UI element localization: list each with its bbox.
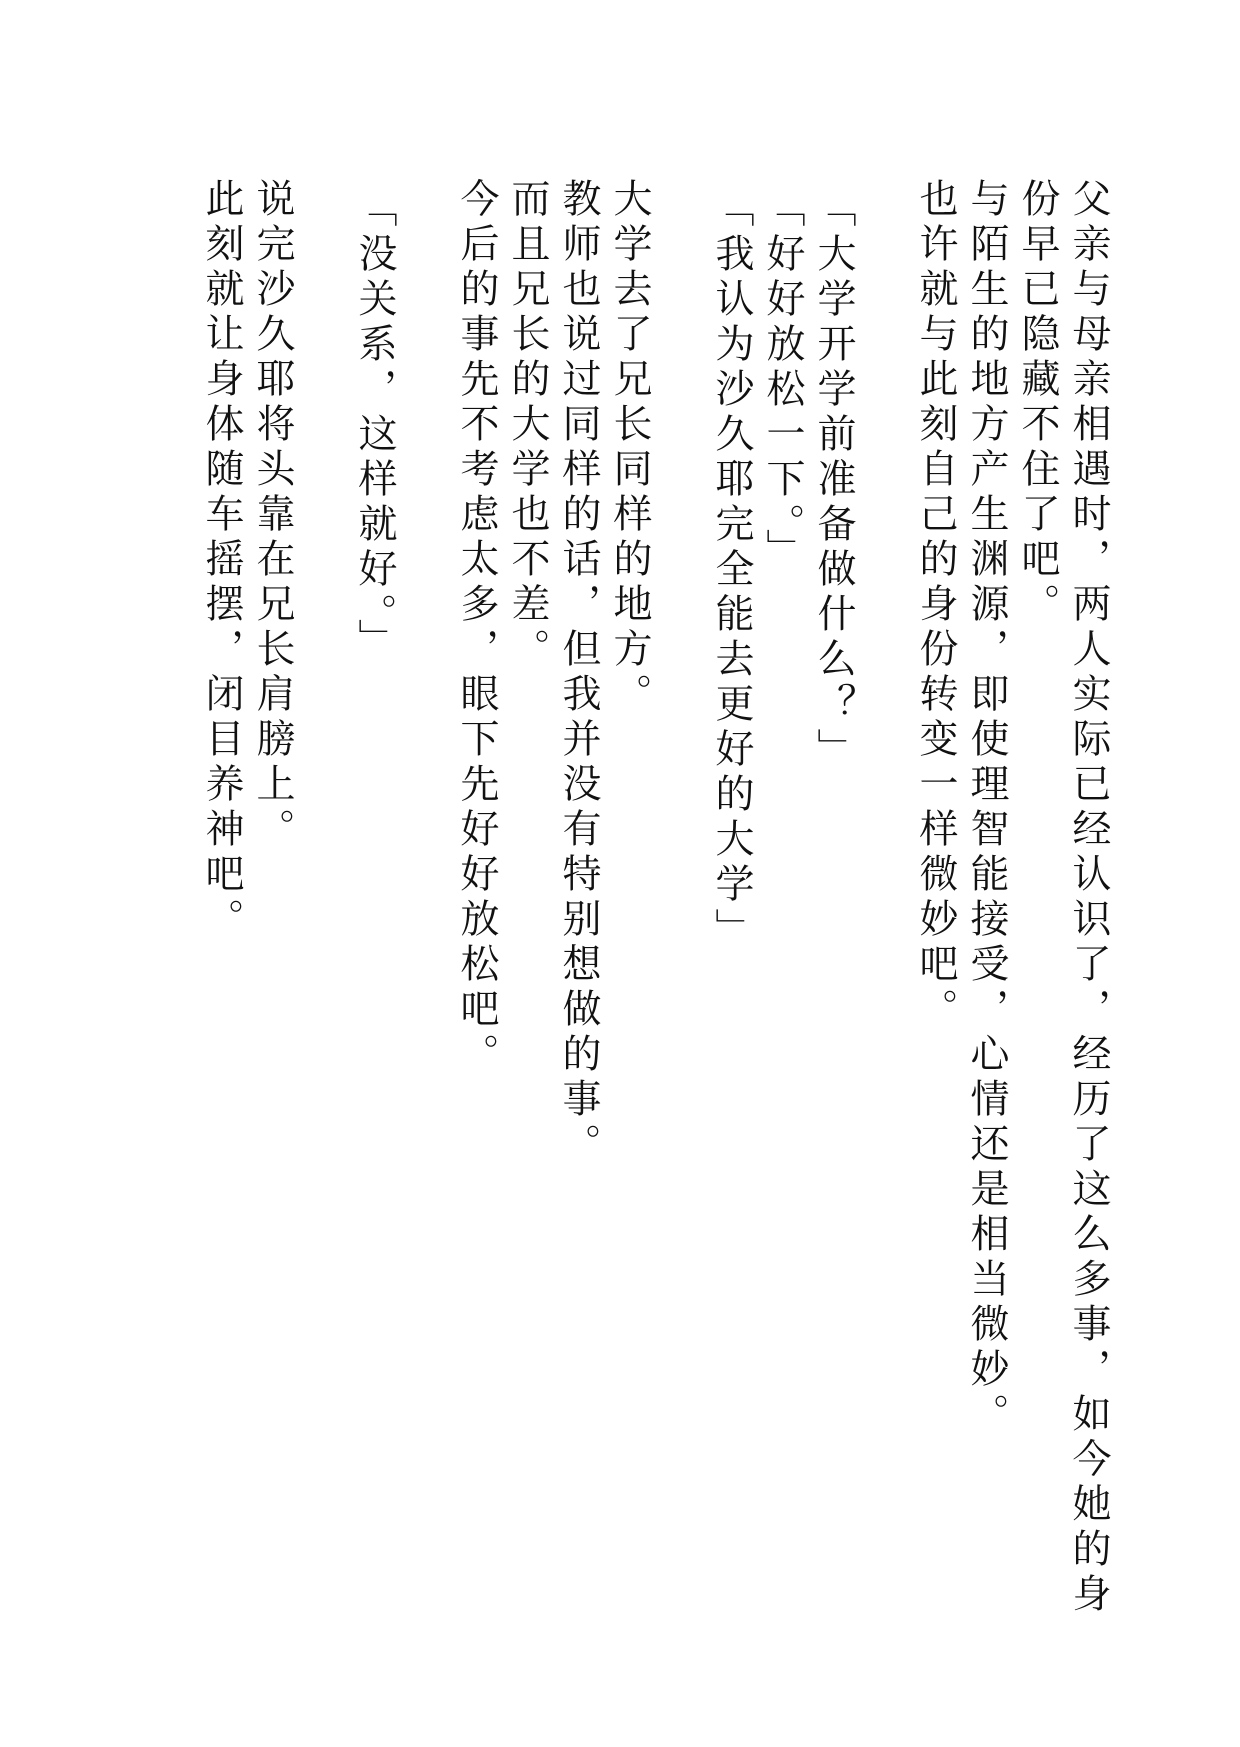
text-line-6: 教师也说过同样的话，但我并没有特别想做的事。	[556, 178, 601, 1168]
text-line-7: 而且兄长的大学也不差。	[505, 178, 550, 673]
text-line-10: 此刻就让身体随车摇摆，闭目养神吧。	[199, 178, 244, 943]
text-line-2: 份早已隐藏不住了吧。	[1015, 178, 1060, 628]
text-line-4: 也许就与此刻自己的身份转变一样微妙吧。	[913, 178, 958, 1033]
text-line-1: 父亲与母亲相遇时，两人实际已经认识了，经历了这么多事，如今她的身	[1066, 178, 1111, 1618]
dialogue-line-3: 「我认为沙久耶完全能去更好的大学」	[709, 188, 754, 953]
text-line-8: 今后的事先不考虑太多，眼下先好好放松吧。	[454, 178, 499, 1078]
dialogue-line-4: 「没关系，这样就好。」	[352, 188, 397, 664]
dialogue-line-2: 「好好放松一下。」	[760, 188, 805, 574]
dialogue-line-1: 「大学开学前准备做什么？」	[811, 188, 856, 773]
text-line-3: 与陌生的地方产生渊源，即使理智能接受，心情还是相当微妙。	[964, 178, 1009, 1438]
text-line-5: 大学去了兄长同样的地方。	[607, 178, 652, 718]
text-line-9: 说完沙久耶将头靠在兄长肩膀上。	[250, 178, 295, 853]
